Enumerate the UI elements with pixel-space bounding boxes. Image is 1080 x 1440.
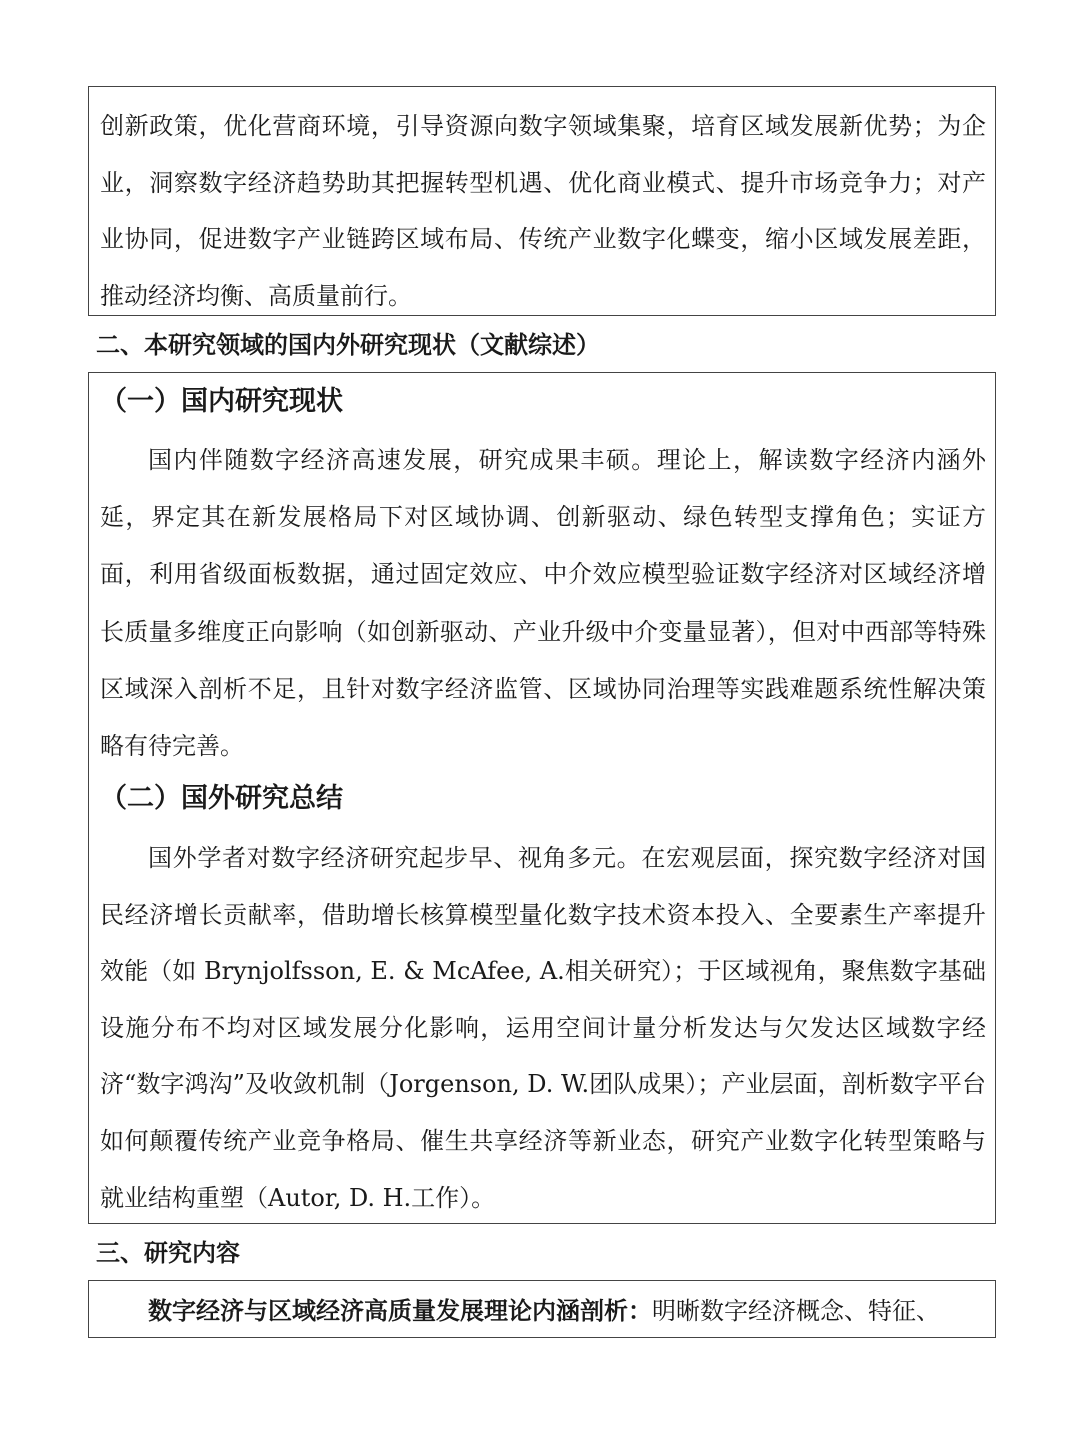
section-3-heading: 三、研究内容 xyxy=(96,1238,240,1267)
research-content-paragraph xyxy=(100,1291,986,1331)
domestic-research-heading: （一）国内研究现状 xyxy=(100,386,343,417)
domestic-research-paragraph: 国内伴随数字经济高速发展，研究成果丰硕。理论上，解读数字经济内涵外延，界定其在新发展格局下对区域协调、创新驱动、绿色转型支撑角色；实证方面，利用省级面板数据，通过固定效应、中介效应模型验证数字经济对区域经济增长质量多维度正向影响（如创新驱动、产业升级中介变量显著），但对中西部等特殊区域深入剖析不足，且针对数字经济监管、区域协同治理等实践难题系统性解决策略有待完善。 xyxy=(100,446,986,761)
foreign-research-heading: （二）国外研究总结 xyxy=(100,783,343,814)
intro-paragraph: 创新政策，优化营商环境，引导资源向数字领域集聚，培育区域发展新优势；为企业，洞察数字经济趋势助其把握转型机遇、优化商业模式、提升市场竞争力；对产业协同，促进数字产业链跨区域布局、传统产业数字化蝶变，缩小区域发展差距，推动经济均衡、高质量前行。 xyxy=(100,112,986,310)
section-2-heading: 二、本研究领域的国内外研究现状（文献综述） xyxy=(96,330,600,359)
research-content-lead: 数字经济与区域经济高质量发展理论内涵剖析： xyxy=(148,1296,652,1325)
research-content-text: 明晰数字经济概念、特征、 xyxy=(652,1297,940,1325)
foreign-research-paragraph: 国外学者对数字经济研究起步早、视角多元。在宏观层面，探究数字经济对国民经济增长贡献率，借助增长核算模型量化数字技术资本投入、全要素生产率提升效能（如 Brynjolfsson, E. & McAfee, A.相关研究）；于区域视角，聚焦数字基础设施分布不均对区域发展分化影响，运用空间计量分析发达与欠发达区域数字经济“数字鸿沟”及收敛机制（Jorgenson, D. W.团队成果）；产业层面，剖析数字平台如何颠覆传统产业竞争格局、催生共享经济等新业态，研究产业数字化转型策略与就业结构重塑（Autor, D. H.工作）。 xyxy=(100,844,986,1212)
